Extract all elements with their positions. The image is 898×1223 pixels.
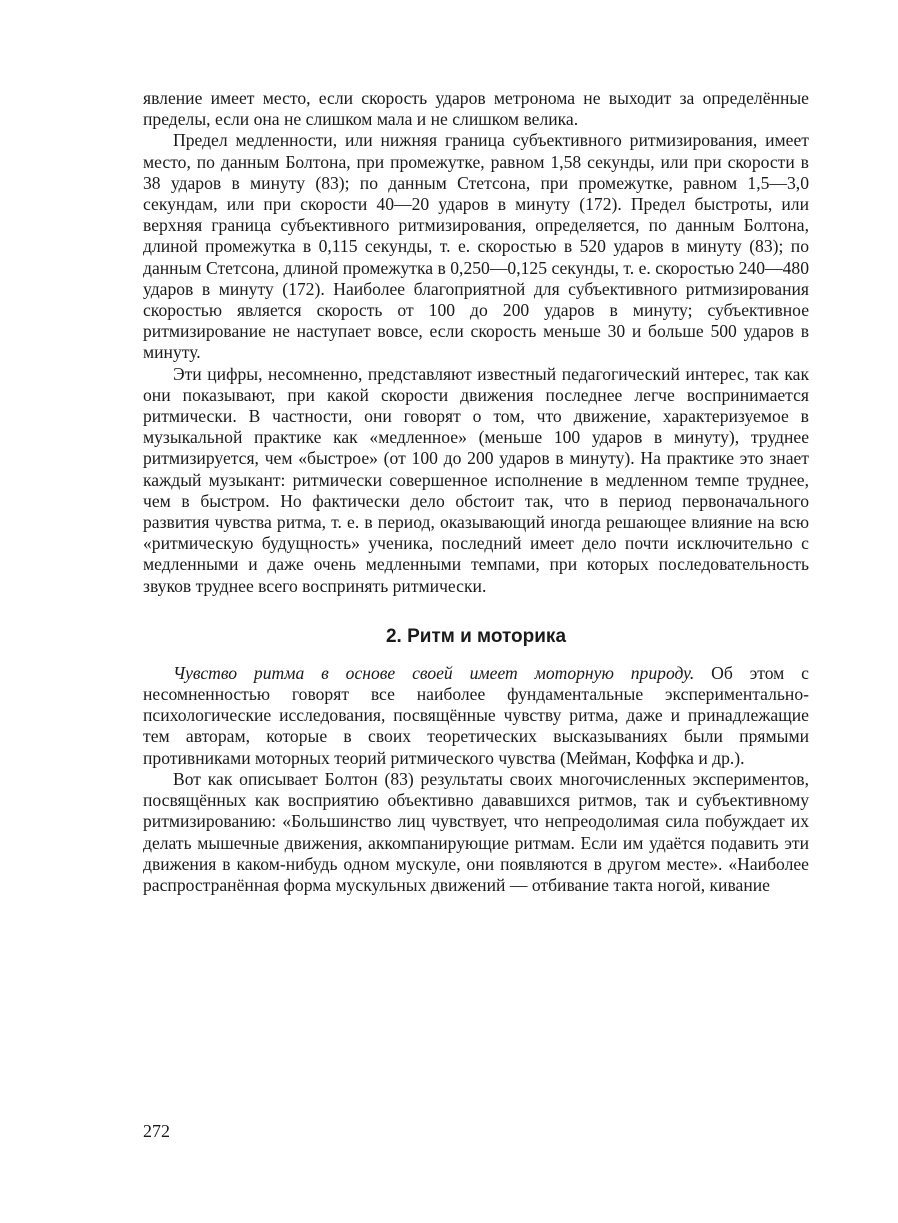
paragraph-bolton-experiments: Вот как описывает Болтон (83) результаты своих многочисленных экспериментов, посвящённых как восприятию объективно дававшихся ритмов, так и субъективному ритмизированию: «Большинство лиц чувствует, что непреодолимая сила побуждает их делать мышечные движения, аккомпанирующие ритмам. Если им удаётся подавить эти движения в каком-нибудь одном мускуле, они появляются в другом месте». «Наиболее распространённая форма мускульных движений — отбивание такта ногой, кивание <box>143 768 809 895</box>
page-body <box>143 88 809 896</box>
paragraph-continuation: явление имеет место, если скорость ударов метронома не выходит за определённые пределы, если она не слишком мала и не слишком велика. <box>143 88 809 130</box>
italic-lead-sentence: Чувство ритма в основе своей имеет моторную природу. <box>173 662 695 683</box>
paragraph-pedagogical-interest: Эти цифры, несомненно, представляют известный педагогический интерес, так как они показывают, при какой скорости движения последнее легче воспринимается ритмически. В частности, они говорят о том, что движение, характеризуемое в музыкальной практике как «медленное» (меньше 100 ударов в минуту), труднее ритмизируется, чем «быстрое» (от 100 до 200 ударов в минуту). На практике это знает каждый музыкант: ритмически совершенное исполнение в медленном темпе труднее, чем в быстром. Но фактически дело обстоит так, что в период первоначального развития чувства ритма, т. е. в период, оказывающий иногда решающее влияние на всю «ритмическую будущность» ученика, последний имеет дело почти исключительно с медленными и даже очень медленными темпами, при которых последовательность звуков труднее всего воспринять ритмически. <box>143 363 809 596</box>
page-number: 272 <box>143 1121 170 1141</box>
paragraph-rhythm-motor-nature <box>143 663 809 769</box>
paragraph-tempo-limits: Предел медленности, или нижняя граница субъективного ритмизирования, имеет место, по данным Болтона, при промежутке, равном 1,58 секунды, или при скорости в 38 ударов в минуту (83); по данным Стетсона, при промежутке, равном 1,5—3,0 секундам, или при скорости 40—20 ударов в минуту (172). Предел быстроты, или верхняя граница субъективного ритмизирования, определяется, по данным Болтона, длиной промежутка в 0,115 секунды, т. е. скоростью в 520 ударов в минуту (83); по данным Стетсона, длиной промежутка в 0,250—0,125 секунды, т. е. скоростью 240—480 ударов в минуту (172). Наиболее благоприятной для субъективного ритмизирования скоростью является скорость от 100 до 200 ударов в минуту; субъективное ритмизирование не наступает вовсе, если скорость меньше 30 и больше 500 ударов в минуту. <box>143 130 809 363</box>
section-title: 2. Ритм и моторика <box>385 625 567 647</box>
paragraph-rest-text: Об этом с несомненностью говорят все наиболее фундаментальные экспериментально-психологические исследования, посвящённые чувству ритма, даже и принадлежащие тем авторам, которые в своих теоретических высказываниях были прямыми противниками моторных теорий ритмического чувства (Мейман, Коффка и др.). <box>143 662 809 768</box>
